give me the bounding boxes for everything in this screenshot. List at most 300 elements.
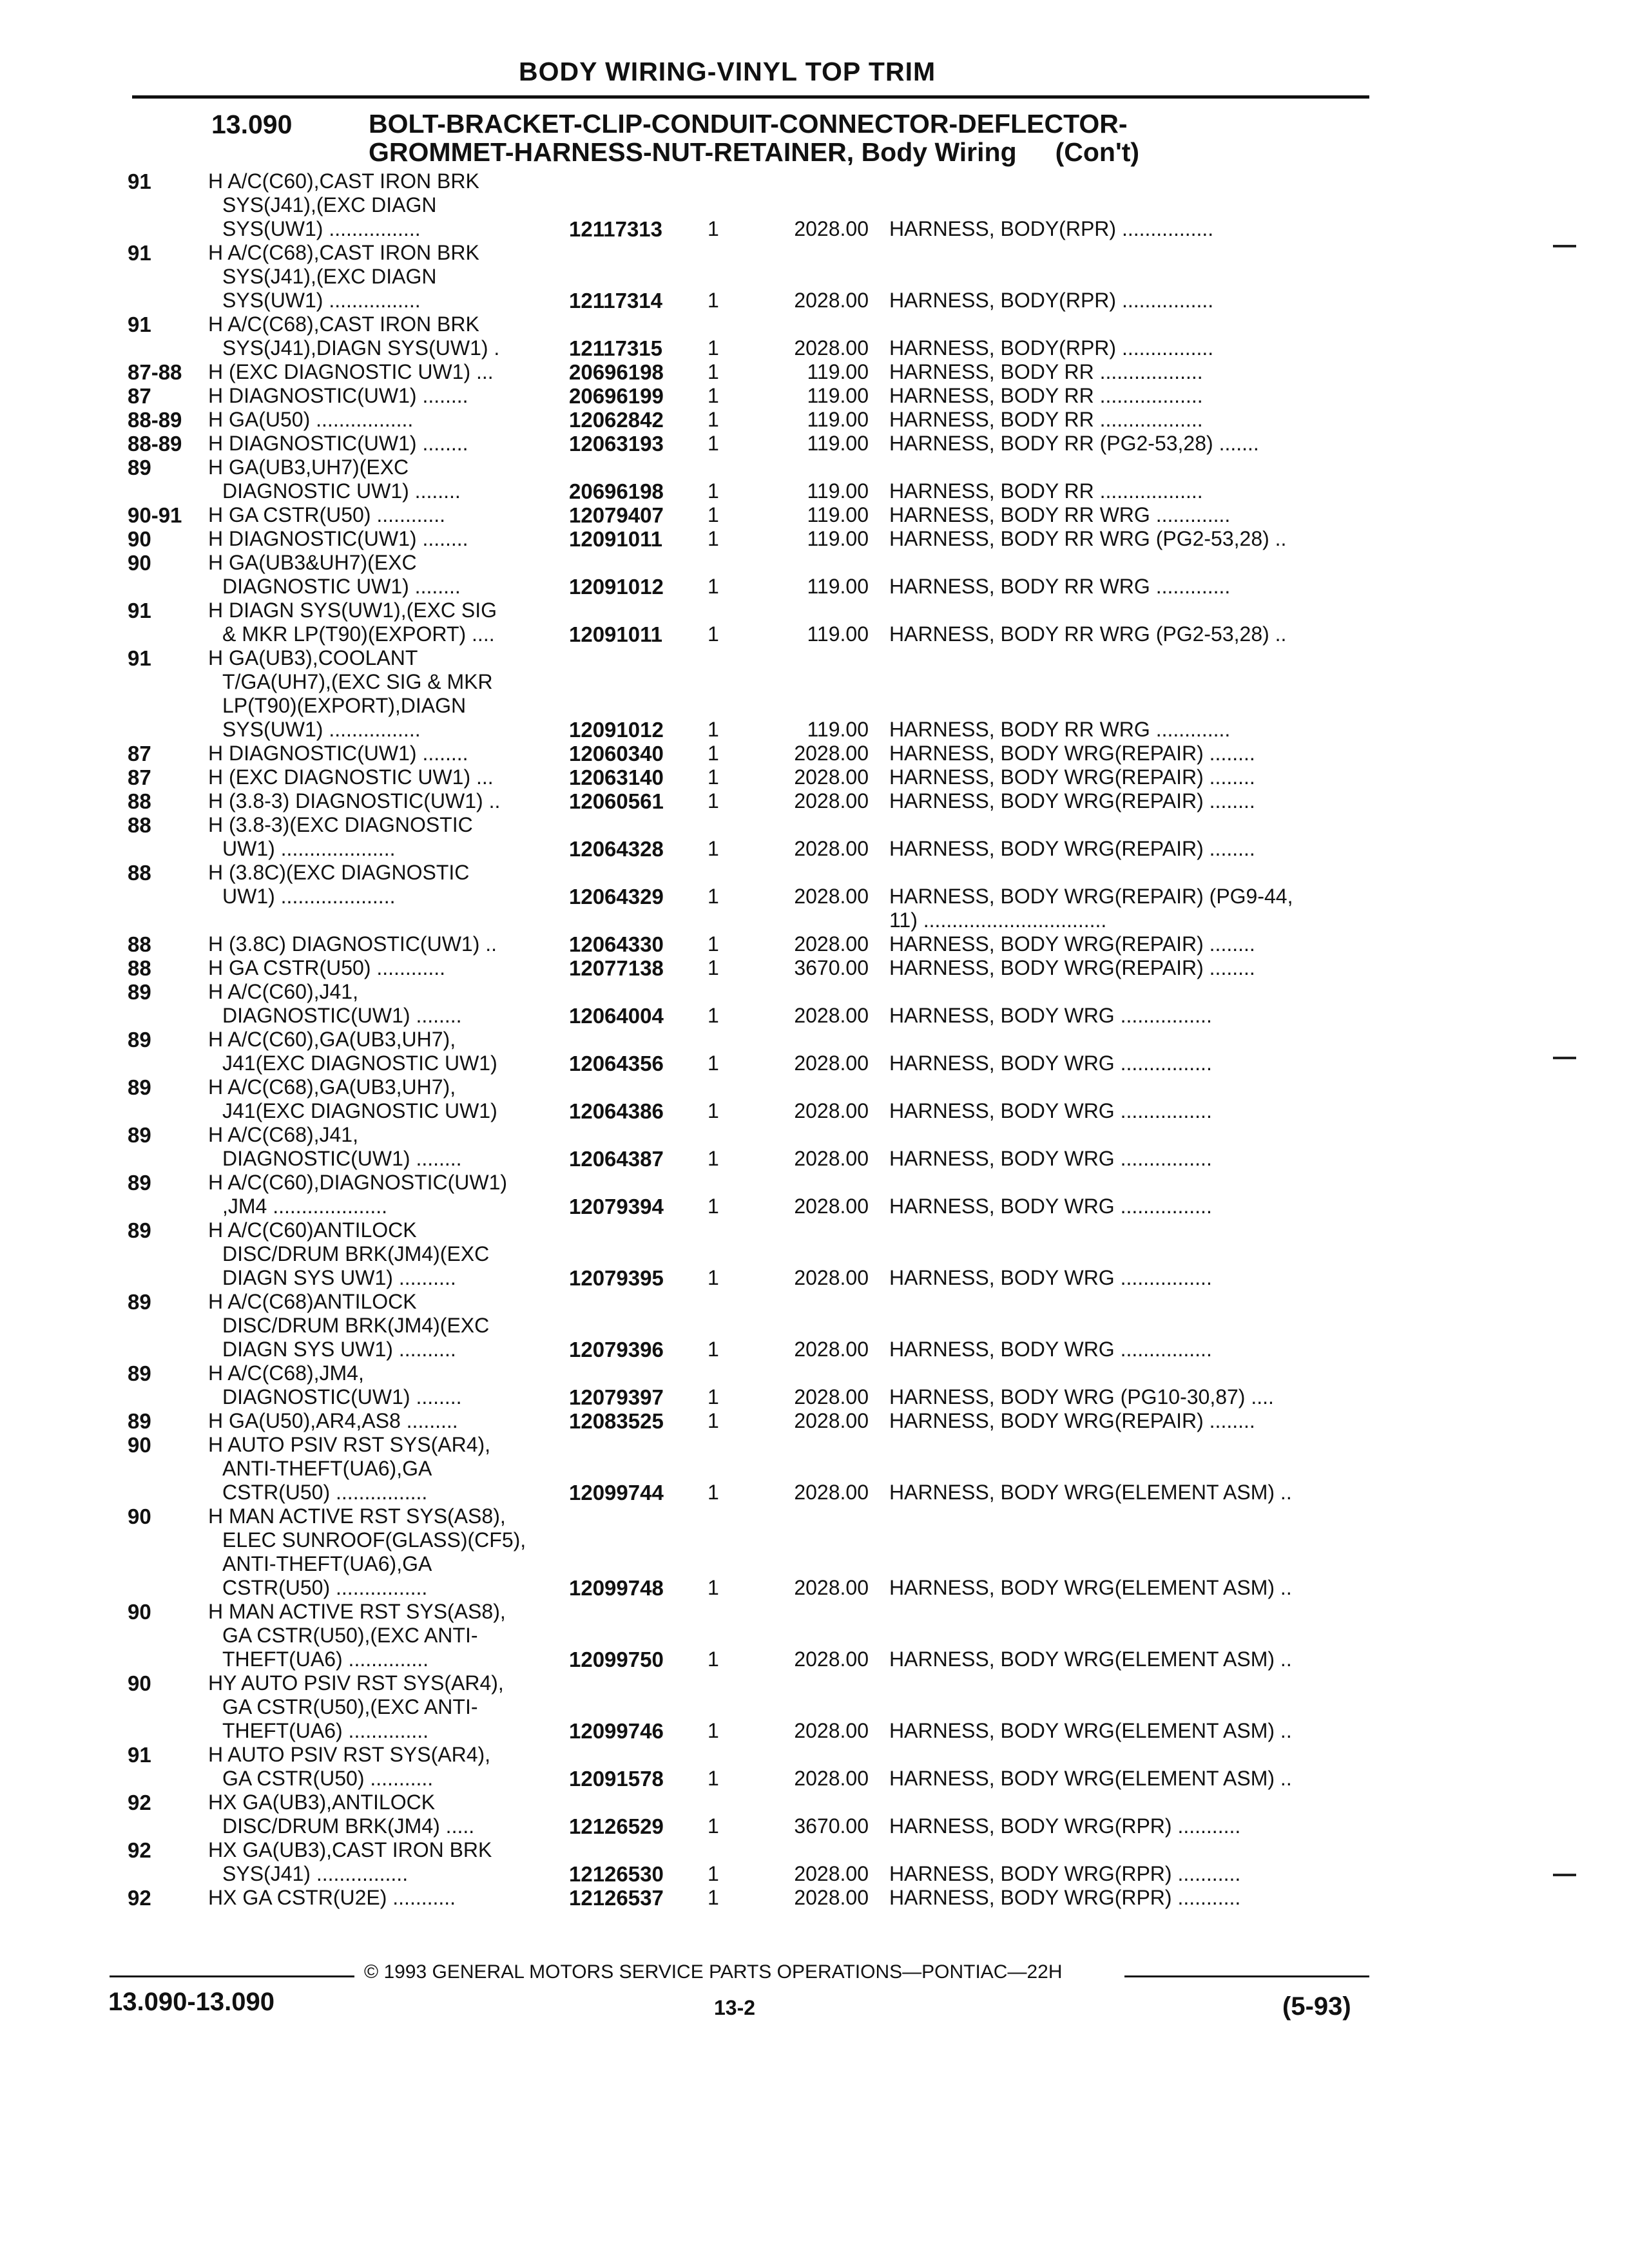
quantity: 1	[708, 1814, 719, 1838]
footer-rule-right	[1124, 1975, 1369, 1977]
figure-ref: 91	[128, 646, 151, 670]
figure-ref: 92	[128, 1886, 151, 1910]
part-number: 12077138	[569, 956, 664, 980]
description-line: CSTR(U50) ................	[222, 1481, 428, 1504]
quantity: 1	[708, 289, 719, 312]
footer-date: (5-93)	[1282, 1992, 1351, 2021]
part-name: HARNESS, BODY WRG(REPAIR) ........	[889, 742, 1255, 765]
part-number: 12117314	[569, 289, 663, 312]
description-line: H A/C(C68)ANTILOCK	[208, 1290, 417, 1313]
figure-ref: 88-89	[128, 408, 182, 432]
description-line: DIAGN SYS UW1) ..........	[222, 1338, 456, 1361]
figure-ref: 90	[128, 1433, 151, 1457]
table-row	[128, 241, 1371, 312]
part-name: HARNESS, BODY WRG(ELEMENT ASM) ..	[889, 1576, 1292, 1599]
part-number: 12083525	[569, 1409, 664, 1433]
figure-ref: 92	[128, 1791, 151, 1814]
description-line: H GA(U50) .................	[208, 408, 414, 431]
price: 119.00	[807, 503, 869, 526]
part-name: HARNESS, BODY WRG(REPAIR) ........	[889, 837, 1255, 860]
quantity: 1	[708, 360, 719, 383]
price: 2028.00	[794, 1099, 869, 1122]
section-title-line2-wrap	[369, 138, 1374, 166]
figure-ref: 89	[128, 1361, 151, 1385]
figure-ref: 87	[128, 742, 151, 765]
margin-tick	[1553, 245, 1576, 247]
price: 2028.00	[794, 1767, 869, 1790]
table-row	[128, 312, 1371, 360]
margin-tick	[1553, 1874, 1576, 1876]
description-line: GA CSTR(U50),(EXC ANTI-	[222, 1624, 478, 1647]
price: 2028.00	[794, 1052, 869, 1075]
part-name: HARNESS, BODY WRG ................	[889, 1052, 1212, 1075]
price: 119.00	[807, 479, 869, 503]
part-number: 12064004	[569, 1004, 664, 1028]
quantity: 1	[708, 575, 719, 598]
description-line: ANTI-THEFT(UA6),GA	[222, 1552, 432, 1575]
description-line: ELEC SUNROOF(GLASS)(CF5),	[222, 1528, 526, 1552]
description-line: H GA(UB3&UH7)(EXC	[208, 551, 417, 574]
description-line: LP(T90)(EXPORT),DIAGN	[222, 694, 467, 717]
description-line: H MAN ACTIVE RST SYS(AS8),	[208, 1504, 506, 1528]
description-line: DIAGNOSTIC(UW1) ........	[222, 1004, 462, 1027]
description-line: HX GA(UB3),CAST IRON BRK	[208, 1838, 492, 1861]
description-line: SYS(J41),(EXC DIAGN	[222, 193, 437, 216]
description-line: H (3.8C) DIAGNOSTIC(UW1) ..	[208, 932, 497, 956]
part-name: HARNESS, BODY WRG(ELEMENT ASM) ..	[889, 1767, 1292, 1790]
table-row	[128, 932, 1371, 956]
quantity: 1	[708, 789, 719, 812]
description-line: GA CSTR(U50) ...........	[222, 1767, 434, 1790]
quantity: 1	[708, 622, 719, 646]
price: 119.00	[807, 718, 869, 741]
quantity: 1	[708, 217, 719, 240]
description-line: H A/C(C60),GA(UB3,UH7),	[208, 1028, 456, 1051]
part-name: HARNESS, BODY WRG(RPR) ...........	[889, 1814, 1241, 1838]
description-line: HY AUTO PSIV RST SYS(AR4),	[208, 1671, 504, 1695]
table-row	[128, 646, 1371, 742]
description-line: H A/C(C60),DIAGNOSTIC(UW1)	[208, 1171, 508, 1194]
part-name: HARNESS, BODY RR WRG (PG2-53,28) ..	[889, 527, 1287, 550]
price: 2028.00	[794, 1719, 869, 1742]
table-row	[128, 1743, 1371, 1791]
price: 2028.00	[794, 837, 869, 860]
quantity: 1	[708, 956, 719, 979]
price: 2028.00	[794, 789, 869, 812]
quantity: 1	[708, 742, 719, 765]
part-number: 12091578	[569, 1767, 664, 1791]
description-line: DISC/DRUM BRK(JM4) .....	[222, 1814, 475, 1838]
figure-ref: 92	[128, 1838, 151, 1862]
price: 2028.00	[794, 1195, 869, 1218]
part-name: HARNESS, BODY RR WRG .............	[889, 503, 1231, 526]
part-number: 20696198	[569, 360, 664, 384]
description-line: CSTR(U50) ................	[222, 1576, 428, 1599]
figure-ref: 87-88	[128, 360, 182, 384]
section-title	[369, 110, 1374, 166]
price: 2028.00	[794, 1004, 869, 1027]
quantity: 1	[708, 1266, 719, 1289]
part-number: 12117315	[569, 336, 663, 360]
part-number: 12064387	[569, 1147, 664, 1171]
description-line: H A/C(C68),GA(UB3,UH7),	[208, 1075, 456, 1099]
quantity: 1	[708, 1862, 719, 1885]
part-name: HARNESS, BODY(RPR) ................	[889, 289, 1214, 312]
page-header-title: BODY WIRING-VINYL TOP TRIM	[519, 57, 936, 86]
part-name: HARNESS, BODY WRG(ELEMENT ASM) ..	[889, 1719, 1292, 1742]
price: 2028.00	[794, 1266, 869, 1289]
quantity: 1	[708, 1576, 719, 1599]
part-number: 12060340	[569, 742, 664, 765]
part-number: 12126529	[569, 1814, 664, 1838]
quantity: 1	[708, 1767, 719, 1790]
part-number: 12091011	[569, 527, 663, 551]
part-number: 12062842	[569, 408, 664, 432]
quantity: 1	[708, 1385, 719, 1408]
part-name: HARNESS, BODY WRG(REPAIR) ........	[889, 932, 1255, 956]
price: 119.00	[807, 527, 869, 550]
figure-ref: 90	[128, 1504, 151, 1528]
part-name: HARNESS, BODY RR WRG (PG2-53,28) ..	[889, 622, 1287, 646]
part-name: HARNESS, BODY WRG(REPAIR) ........	[889, 1409, 1255, 1432]
figure-ref: 90	[128, 551, 151, 575]
table-row	[128, 1075, 1371, 1123]
section-title-continued: (Con't)	[1055, 137, 1140, 167]
description-line: H MAN ACTIVE RST SYS(AS8),	[208, 1600, 506, 1623]
figure-ref: 88	[128, 861, 151, 885]
figure-ref: 89	[128, 1075, 151, 1099]
part-name: HARNESS, BODY WRG ................	[889, 1266, 1212, 1289]
figure-ref: 90	[128, 1600, 151, 1624]
description-line: H GA CSTR(U50) ............	[208, 503, 446, 526]
table-row	[128, 980, 1371, 1028]
table-row	[128, 789, 1371, 813]
figure-ref: 89	[128, 1028, 151, 1052]
description-line: ANTI-THEFT(UA6),GA	[222, 1457, 432, 1480]
description-line: UW1) ....................	[222, 885, 396, 908]
price: 2028.00	[794, 336, 869, 360]
figure-ref: 88	[128, 789, 151, 813]
figure-ref: 89	[128, 980, 151, 1004]
part-name: HARNESS, BODY(RPR) ................	[889, 336, 1214, 360]
price: 3670.00	[794, 1814, 869, 1838]
figure-ref: 91	[128, 599, 151, 622]
quantity: 1	[708, 408, 719, 431]
table-row	[128, 1409, 1371, 1433]
part-number: 12064328	[569, 837, 664, 861]
quantity: 1	[708, 1719, 719, 1742]
description-line: H A/C(C68),CAST IRON BRK	[208, 312, 479, 336]
price: 2028.00	[794, 1409, 869, 1432]
quantity: 1	[708, 384, 719, 407]
table-row	[128, 1886, 1371, 1910]
table-row	[128, 1171, 1371, 1218]
description-line: THEFT(UA6) ..............	[222, 1648, 429, 1671]
part-number: 20696199	[569, 384, 664, 408]
part-number: 12099746	[569, 1719, 664, 1743]
description-line: H GA(UB3),COOLANT	[208, 646, 418, 669]
table-row	[128, 360, 1371, 384]
section-title-line2: GROMMET-HARNESS-NUT-RETAINER, Body Wiring	[369, 137, 1017, 167]
table-row	[128, 956, 1371, 980]
footer-copyright: © 1993 GENERAL MOTORS SERVICE PARTS OPERATIONS—PONTIAC—22H	[364, 1961, 1063, 1983]
table-row	[128, 1838, 1371, 1886]
table-row	[128, 813, 1371, 861]
description-line: H DIAGN SYS(UW1),(EXC SIG	[208, 599, 497, 622]
quantity: 1	[708, 1338, 719, 1361]
table-row	[128, 765, 1371, 789]
table-row	[128, 384, 1371, 408]
description-line: H (3.8C)(EXC DIAGNOSTIC	[208, 861, 470, 884]
description-line: & MKR LP(T90)(EXPORT) ....	[222, 622, 495, 646]
figure-ref: 91	[128, 169, 151, 193]
figure-ref: 87	[128, 384, 151, 408]
part-number: 12063140	[569, 765, 664, 789]
part-number: 12079407	[569, 503, 664, 527]
price: 2028.00	[794, 1385, 869, 1408]
description-line: ,JM4 ....................	[222, 1195, 388, 1218]
description-line: DISC/DRUM BRK(JM4)(EXC	[222, 1242, 490, 1265]
quantity: 1	[708, 837, 719, 860]
description-line: GA CSTR(U50),(EXC ANTI-	[222, 1695, 478, 1718]
footer-rule-left	[110, 1975, 354, 1977]
description-line: H GA CSTR(U50) ............	[208, 956, 446, 979]
price: 3670.00	[794, 956, 869, 979]
price: 2028.00	[794, 932, 869, 956]
description-line: H AUTO PSIV RST SYS(AR4),	[208, 1743, 491, 1766]
table-row	[128, 1791, 1371, 1838]
quantity: 1	[708, 1004, 719, 1027]
price: 119.00	[807, 575, 869, 598]
quantity: 1	[708, 336, 719, 360]
price: 2028.00	[794, 742, 869, 765]
description-line: H DIAGNOSTIC(UW1) ........	[208, 527, 468, 550]
quantity: 1	[708, 1052, 719, 1075]
figure-ref: 90-91	[128, 503, 182, 527]
part-number: 12099750	[569, 1648, 664, 1671]
part-name: HARNESS, BODY WRG(REPAIR) (PG9-44,	[889, 885, 1293, 908]
price: 119.00	[807, 432, 869, 455]
table-row	[128, 551, 1371, 599]
figure-ref: 88	[128, 932, 151, 956]
table-row	[128, 1504, 1371, 1600]
price: 2028.00	[794, 765, 869, 789]
part-number: 12064386	[569, 1099, 664, 1123]
part-name: HARNESS, BODY WRG(ELEMENT ASM) ..	[889, 1481, 1292, 1504]
figure-ref: 89	[128, 1171, 151, 1195]
figure-ref: 89	[128, 1290, 151, 1314]
part-number: 12091012	[569, 718, 664, 742]
description-line: H A/C(C68),JM4,	[208, 1361, 364, 1385]
price: 2028.00	[794, 1862, 869, 1885]
description-line: T/GA(UH7),(EXC SIG & MKR	[222, 670, 493, 693]
part-name: HARNESS, BODY WRG ................	[889, 1195, 1212, 1218]
part-name: HARNESS, BODY WRG (PG10-30,87) ....	[889, 1385, 1274, 1408]
price: 119.00	[807, 360, 869, 383]
quantity: 1	[708, 718, 719, 741]
description-line: J41(EXC DIAGNOSTIC UW1)	[222, 1099, 497, 1122]
part-number: 12064329	[569, 885, 664, 908]
table-row	[128, 1290, 1371, 1361]
part-number: 12063193	[569, 432, 664, 456]
part-name: HARNESS, BODY RR (PG2-53,28) .......	[889, 432, 1259, 455]
description-line: H (3.8-3) DIAGNOSTIC(UW1) ..	[208, 789, 501, 812]
price: 2028.00	[794, 1481, 869, 1504]
part-name: HARNESS, BODY WRG(REPAIR) ........	[889, 956, 1255, 979]
description-line: SYS(J41),(EXC DIAGN	[222, 265, 437, 288]
part-number: 12091012	[569, 575, 664, 599]
price: 2028.00	[794, 1648, 869, 1671]
part-name: HARNESS, BODY WRG ................	[889, 1147, 1212, 1170]
description-line: DISC/DRUM BRK(JM4)(EXC	[222, 1314, 490, 1337]
description-line: H DIAGNOSTIC(UW1) ........	[208, 384, 468, 407]
part-number: 12117313	[569, 217, 663, 241]
figure-ref: 90	[128, 1671, 151, 1695]
part-name: 11) ................................	[889, 908, 1107, 932]
description-line: DIAGNOSTIC(UW1) ........	[222, 1385, 462, 1408]
table-row	[128, 1218, 1371, 1290]
table-row	[128, 456, 1371, 503]
quantity: 1	[708, 527, 719, 550]
parts-list	[128, 169, 1371, 1910]
part-number: 12079397	[569, 1385, 664, 1409]
description-line: DIAGN SYS UW1) ..........	[222, 1266, 456, 1289]
price: 2028.00	[794, 1338, 869, 1361]
quantity: 1	[708, 1481, 719, 1504]
table-row	[128, 1123, 1371, 1171]
figure-ref: 89	[128, 1409, 151, 1433]
description-line: H A/C(C60),CAST IRON BRK	[208, 169, 479, 193]
description-line: J41(EXC DIAGNOSTIC UW1)	[222, 1052, 497, 1075]
part-name: HARNESS, BODY WRG(RPR) ...........	[889, 1862, 1241, 1885]
price: 119.00	[807, 408, 869, 431]
table-row	[128, 527, 1371, 551]
description-line: H (EXC DIAGNOSTIC UW1) ...	[208, 360, 494, 383]
table-row	[128, 1361, 1371, 1409]
part-number: 20696198	[569, 479, 664, 503]
quantity: 1	[708, 885, 719, 908]
quantity: 1	[708, 765, 719, 789]
description-line: H GA(U50),AR4,AS8 .........	[208, 1409, 458, 1432]
description-line: H GA(UB3,UH7)(EXC	[208, 456, 409, 479]
footer-section-range: 13.090-13.090	[108, 1988, 275, 2016]
table-row	[128, 742, 1371, 765]
description-line: SYS(J41),DIAGN SYS(UW1) .	[222, 336, 500, 360]
description-line: THEFT(UA6) ..............	[222, 1719, 429, 1742]
part-name: HARNESS, BODY WRG(ELEMENT ASM) ..	[889, 1648, 1292, 1671]
part-name: HARNESS, BODY RR WRG .............	[889, 575, 1231, 598]
quantity: 1	[708, 932, 719, 956]
figure-ref: 87	[128, 765, 151, 789]
section-title-line1: BOLT-BRACKET-CLIP-CONDUIT-CONNECTOR-DEFLECTOR-	[369, 109, 1128, 139]
price: 2028.00	[794, 217, 869, 240]
figure-ref: 89	[128, 456, 151, 479]
part-name: HARNESS, BODY RR ..................	[889, 479, 1203, 503]
table-row	[128, 599, 1371, 646]
quantity: 1	[708, 1099, 719, 1122]
description-line: UW1) ....................	[222, 837, 396, 860]
part-number: 12064356	[569, 1052, 664, 1075]
part-number: 12079395	[569, 1266, 664, 1290]
part-number: 12091011	[569, 622, 663, 646]
description-line: SYS(UW1) ................	[222, 718, 421, 741]
description-line: HX GA CSTR(U2E) ...........	[208, 1886, 456, 1909]
price: 119.00	[807, 384, 869, 407]
table-row	[128, 503, 1371, 527]
description-line: SYS(UW1) ................	[222, 289, 421, 312]
part-name: HARNESS, BODY WRG ................	[889, 1099, 1212, 1122]
figure-ref: 91	[128, 1743, 151, 1767]
part-name: HARNESS, BODY WRG(REPAIR) ........	[889, 765, 1255, 789]
price: 2028.00	[794, 1576, 869, 1599]
quantity: 1	[708, 1886, 719, 1909]
part-number: 12079396	[569, 1338, 664, 1361]
part-number: 12060561	[569, 789, 664, 813]
section-code: 13.090	[211, 110, 293, 139]
part-name: HARNESS, BODY RR ..................	[889, 384, 1203, 407]
price: 2028.00	[794, 885, 869, 908]
part-number: 12099748	[569, 1576, 664, 1600]
part-number: 12126537	[569, 1886, 664, 1910]
table-row	[128, 1600, 1371, 1671]
table-row	[128, 861, 1371, 932]
figure-ref: 91	[128, 312, 151, 336]
table-row	[128, 1671, 1371, 1743]
price: 2028.00	[794, 1886, 869, 1909]
description-line: DIAGNOSTIC UW1) ........	[222, 575, 461, 598]
quantity: 1	[708, 1147, 719, 1170]
table-row	[128, 1433, 1371, 1504]
quantity: 1	[708, 432, 719, 455]
price: 119.00	[807, 622, 869, 646]
description-line: H A/C(C60),J41,	[208, 980, 358, 1003]
part-name: HARNESS, BODY RR ..................	[889, 408, 1203, 431]
description-line: H AUTO PSIV RST SYS(AR4),	[208, 1433, 491, 1456]
figure-ref: 88	[128, 956, 151, 980]
table-row	[128, 169, 1371, 241]
figure-ref: 90	[128, 527, 151, 551]
figure-ref: 88	[128, 813, 151, 837]
part-number: 12064330	[569, 932, 664, 956]
part-number: 12126530	[569, 1862, 664, 1886]
part-number: 12099744	[569, 1481, 664, 1504]
description-line: H (3.8-3)(EXC DIAGNOSTIC	[208, 813, 473, 836]
description-line: SYS(UW1) ................	[222, 217, 421, 240]
description-line: DIAGNOSTIC UW1) ........	[222, 479, 461, 503]
description-line: HX GA(UB3),ANTILOCK	[208, 1791, 436, 1814]
part-name: HARNESS, BODY(RPR) ................	[889, 217, 1214, 240]
figure-ref: 88-89	[128, 432, 182, 456]
table-row	[128, 432, 1371, 456]
footer-page-number: 13-2	[714, 1996, 756, 2019]
figure-ref: 89	[128, 1218, 151, 1242]
table-row	[128, 408, 1371, 432]
description-line: H A/C(C60)ANTILOCK	[208, 1218, 417, 1242]
quantity: 1	[708, 1409, 719, 1432]
figure-ref: 89	[128, 1123, 151, 1147]
part-number: 12079394	[569, 1195, 664, 1218]
margin-tick	[1553, 1057, 1576, 1059]
part-name: HARNESS, BODY WRG(REPAIR) ........	[889, 789, 1255, 812]
price: 2028.00	[794, 1147, 869, 1170]
part-name: HARNESS, BODY WRG ................	[889, 1004, 1212, 1027]
table-row	[128, 1028, 1371, 1075]
quantity: 1	[708, 1648, 719, 1671]
part-name: HARNESS, BODY RR ..................	[889, 360, 1203, 383]
description-line: H DIAGNOSTIC(UW1) ........	[208, 742, 468, 765]
part-name: HARNESS, BODY WRG(RPR) ...........	[889, 1886, 1241, 1909]
description-line: H DIAGNOSTIC(UW1) ........	[208, 432, 468, 455]
